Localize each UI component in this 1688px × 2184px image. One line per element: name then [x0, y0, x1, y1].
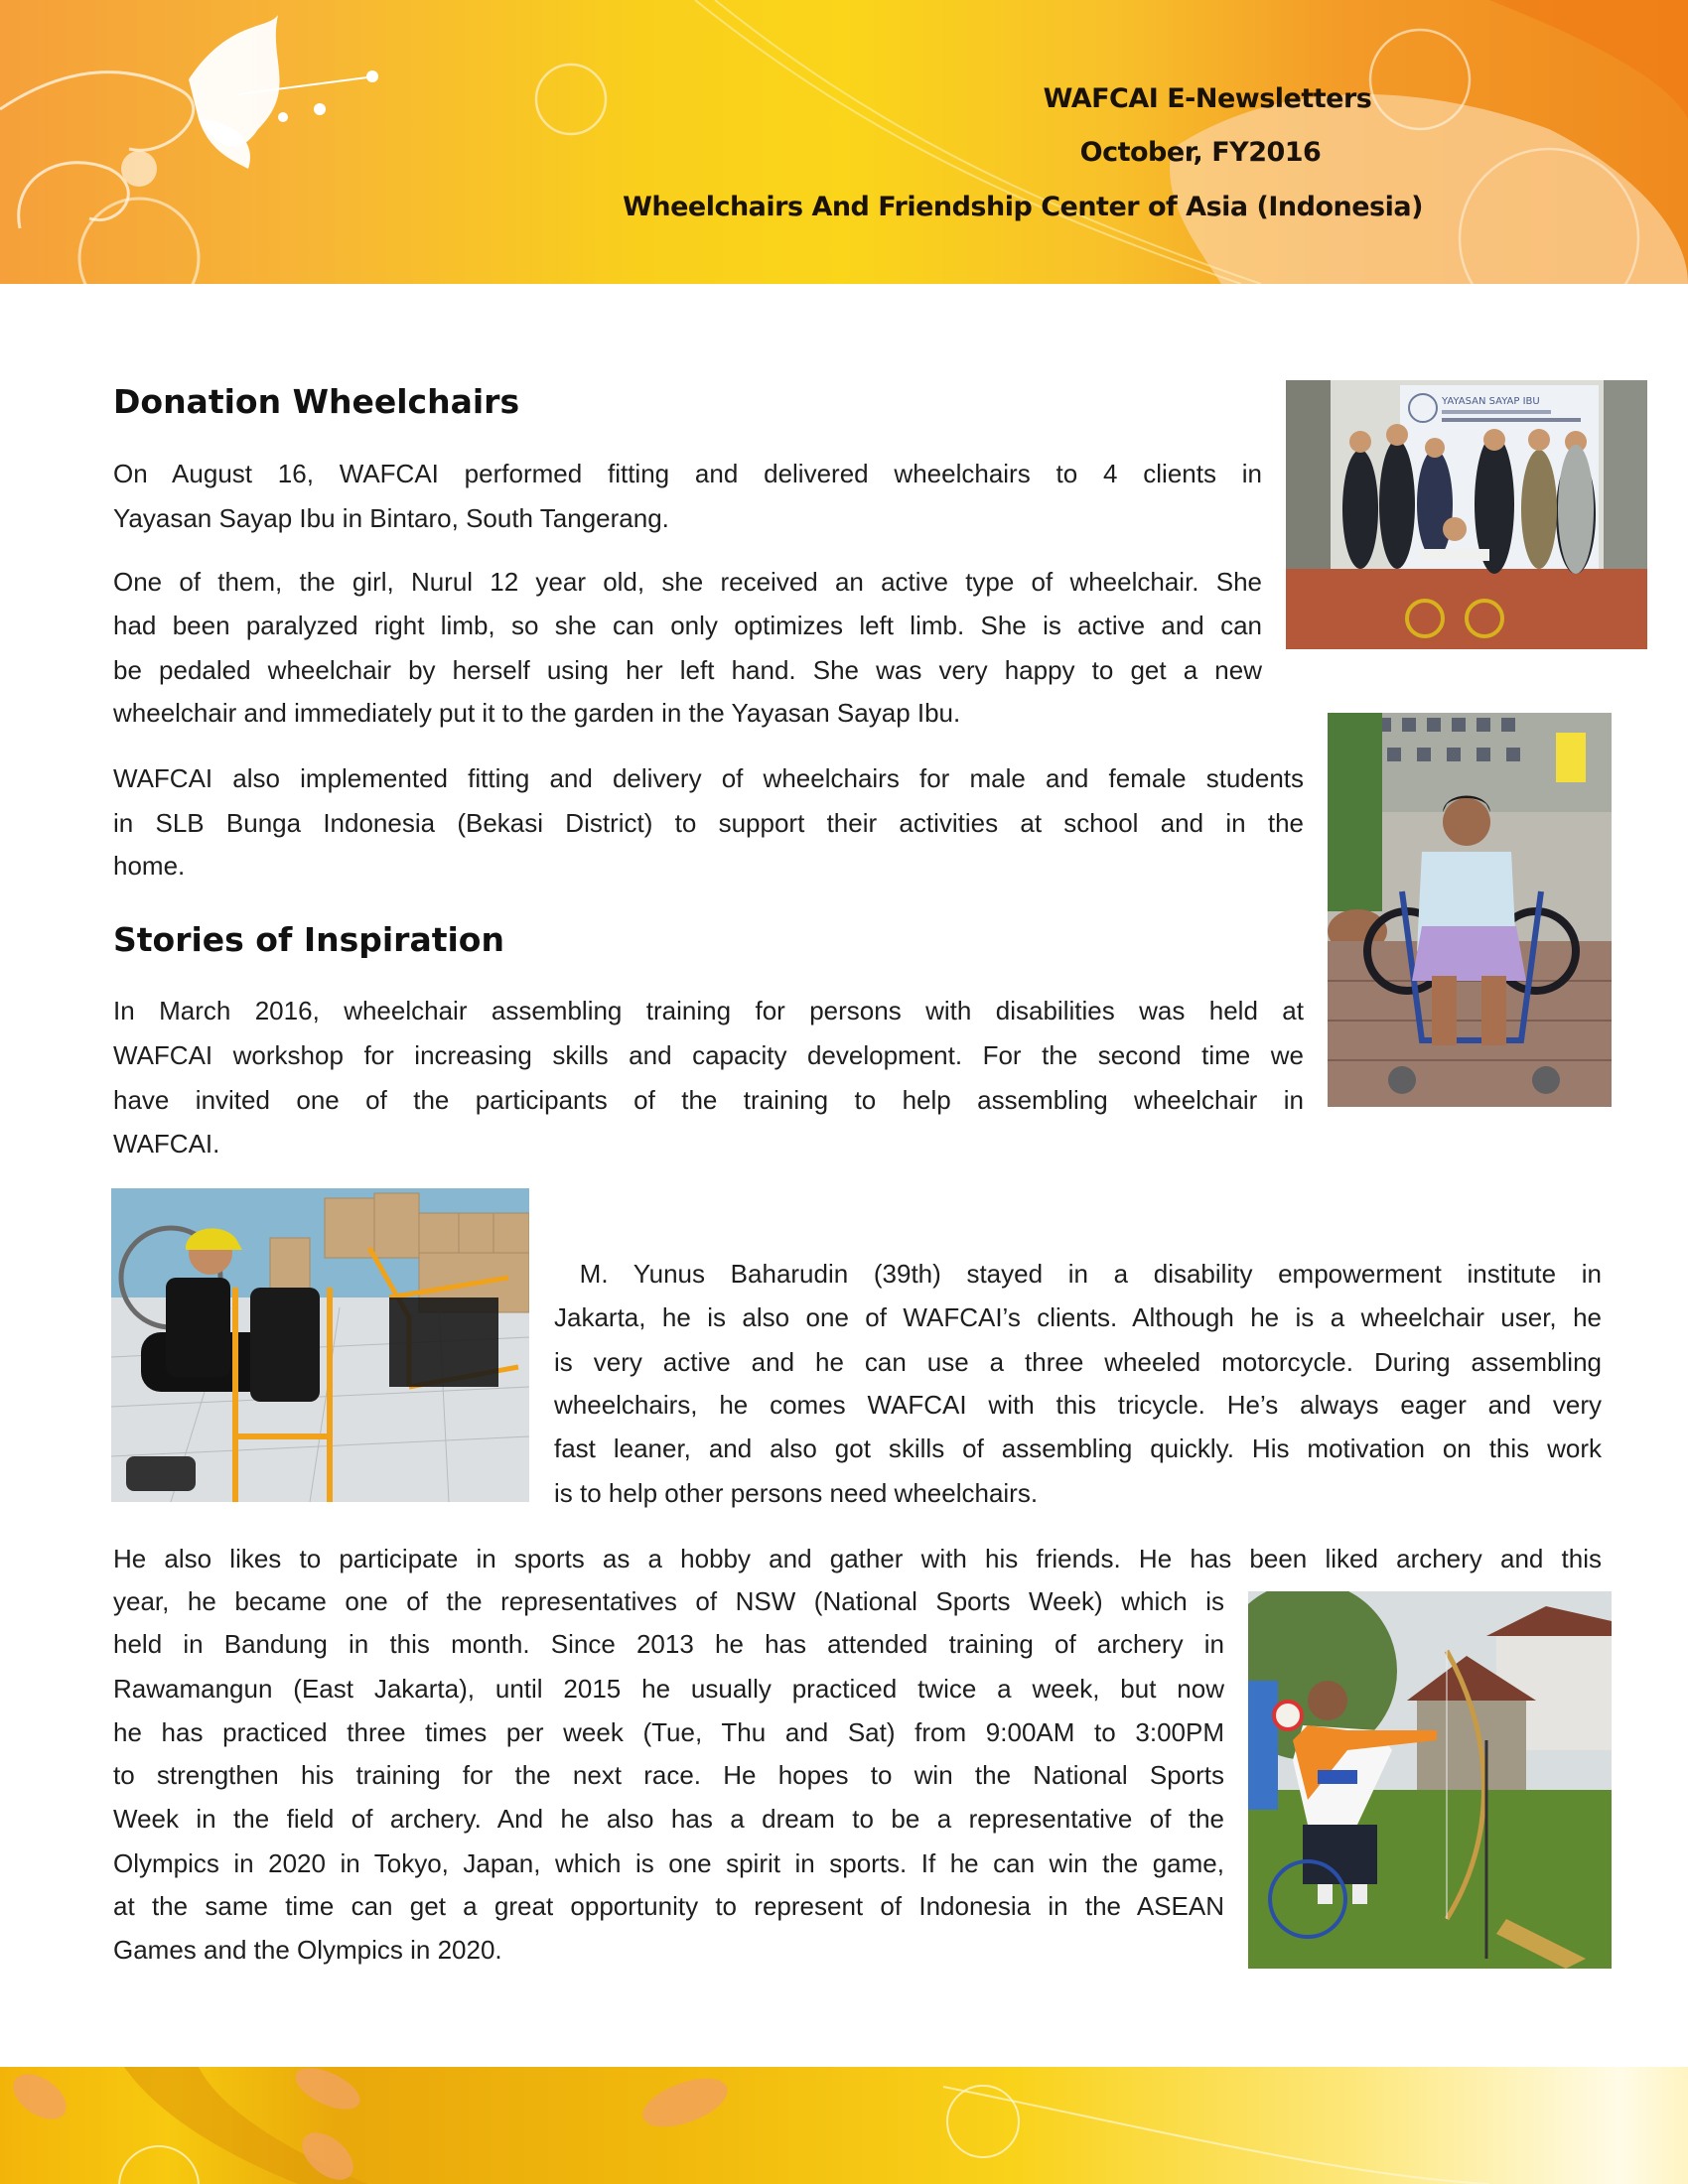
- section-heading-donation: Donation Wheelchairs: [113, 382, 520, 421]
- paragraph-line: home.: [113, 851, 186, 881]
- paragraph-line: Week in the field of archery. And he also has a dream to be a representative of the: [113, 1804, 1224, 1834]
- paragraph-line: is very active and he can use a three wheeled motorcycle. During assembling: [554, 1347, 1602, 1377]
- paragraph-line: Jakarta, he is also one of WAFCAI’s clients. Although he is a wheelchair user, he: [554, 1302, 1602, 1332]
- sign-text: YAYASAN SAYAP IBU: [1442, 396, 1540, 407]
- organization-name: Wheelchairs And Friendship Center of Asia (Indonesia): [623, 192, 1423, 222]
- paragraph-line: WAFCAI also implemented fitting and delivery of wheelchairs for male and female students: [113, 763, 1304, 793]
- paragraph-line: WAFCAI.: [113, 1129, 220, 1159]
- paragraph-line: be pedaled wheelchair by herself using her left hand. She was very happy to get a new: [113, 655, 1262, 685]
- workshop-photo: [111, 1188, 529, 1502]
- paragraph-line: WAFCAI workshop for increasing skills and capacity development. For the second time we: [113, 1040, 1304, 1070]
- banner-decoration: [0, 0, 1688, 284]
- newsletter-issue-date: October, FY2016: [1079, 137, 1322, 168]
- paragraph-line: year, he became one of the representatives of NSW (National Sports Week) which is: [113, 1586, 1224, 1616]
- girl-wheelchair-photo: [1328, 713, 1612, 1107]
- paragraph-line: Olympics in 2020 in Tokyo, Japan, which is one spirit in sports. If he can win the game,: [113, 1848, 1224, 1878]
- paragraph-line: wheelchairs, he comes WAFCAI with this tricycle. He’s always eager and very: [554, 1390, 1602, 1420]
- header-banner: [0, 0, 1688, 284]
- paragraph-line: in SLB Bunga Indonesia (Bekasi District) to support their activities at school and in the: [113, 808, 1304, 838]
- paragraph-line: Rawamangun (East Jakarta), until 2015 he usually practiced twice a week, but now: [113, 1674, 1224, 1704]
- paragraph-line: Games and the Olympics in 2020.: [113, 1935, 502, 1965]
- paragraph-line: have invited one of the participants of the training to help assembling wheelchair in: [113, 1085, 1304, 1115]
- footer-banner: [0, 2067, 1688, 2184]
- paragraph-line: Yayasan Sayap Ibu in Bintaro, South Tangerang.: [113, 503, 669, 533]
- paragraph-line: at the same time can get a great opportunity to represent of Indonesia in the ASEAN: [113, 1891, 1224, 1921]
- paragraph-line: to strengthen his training for the next race. He hopes to win the National Sports: [113, 1760, 1224, 1790]
- paragraph-line: One of them, the girl, Nurul 12 year old, she received an active type of wheelchair. She: [113, 567, 1262, 597]
- paragraph-line: wheelchair and immediately put it to the garden in the Yayasan Sayap Ibu.: [113, 698, 961, 728]
- paragraph-line: On August 16, WAFCAI performed fitting and delivered wheelchairs to 4 clients in: [113, 459, 1262, 488]
- paragraph-line: fast leaner, and also got skills of assembling quickly. His motivation on this work: [554, 1433, 1602, 1463]
- group-photo: [1286, 380, 1647, 649]
- newsletter-title: WAFCAI E-Newsletters: [1043, 83, 1372, 114]
- paragraph-line: M. Yunus Baharudin (39th) stayed in a disability empowerment institute in: [554, 1259, 1602, 1289]
- section-heading-stories: Stories of Inspiration: [113, 920, 504, 959]
- paragraph-line: held in Bandung in this month. Since 2013 he has attended training of archery in: [113, 1629, 1224, 1659]
- paragraph-line: he has practiced three times per week (Tue, Thu and Sat) from 9:00AM to 3:00PM: [113, 1717, 1224, 1747]
- paragraph-line: had been paralyzed right limb, so she can only optimizes left limb. She is active and can: [113, 611, 1262, 640]
- footer-decoration: [0, 2067, 1688, 2184]
- paragraph-line: In March 2016, wheelchair assembling training for persons with disabilities was held at: [113, 996, 1304, 1025]
- paragraph-line: He also likes to participate in sports as a hobby and gather with his friends. He has been liked archery and this: [113, 1544, 1602, 1573]
- paragraph-line: is to help other persons need wheelchairs.: [554, 1478, 1039, 1508]
- archery-photo: [1248, 1591, 1612, 1969]
